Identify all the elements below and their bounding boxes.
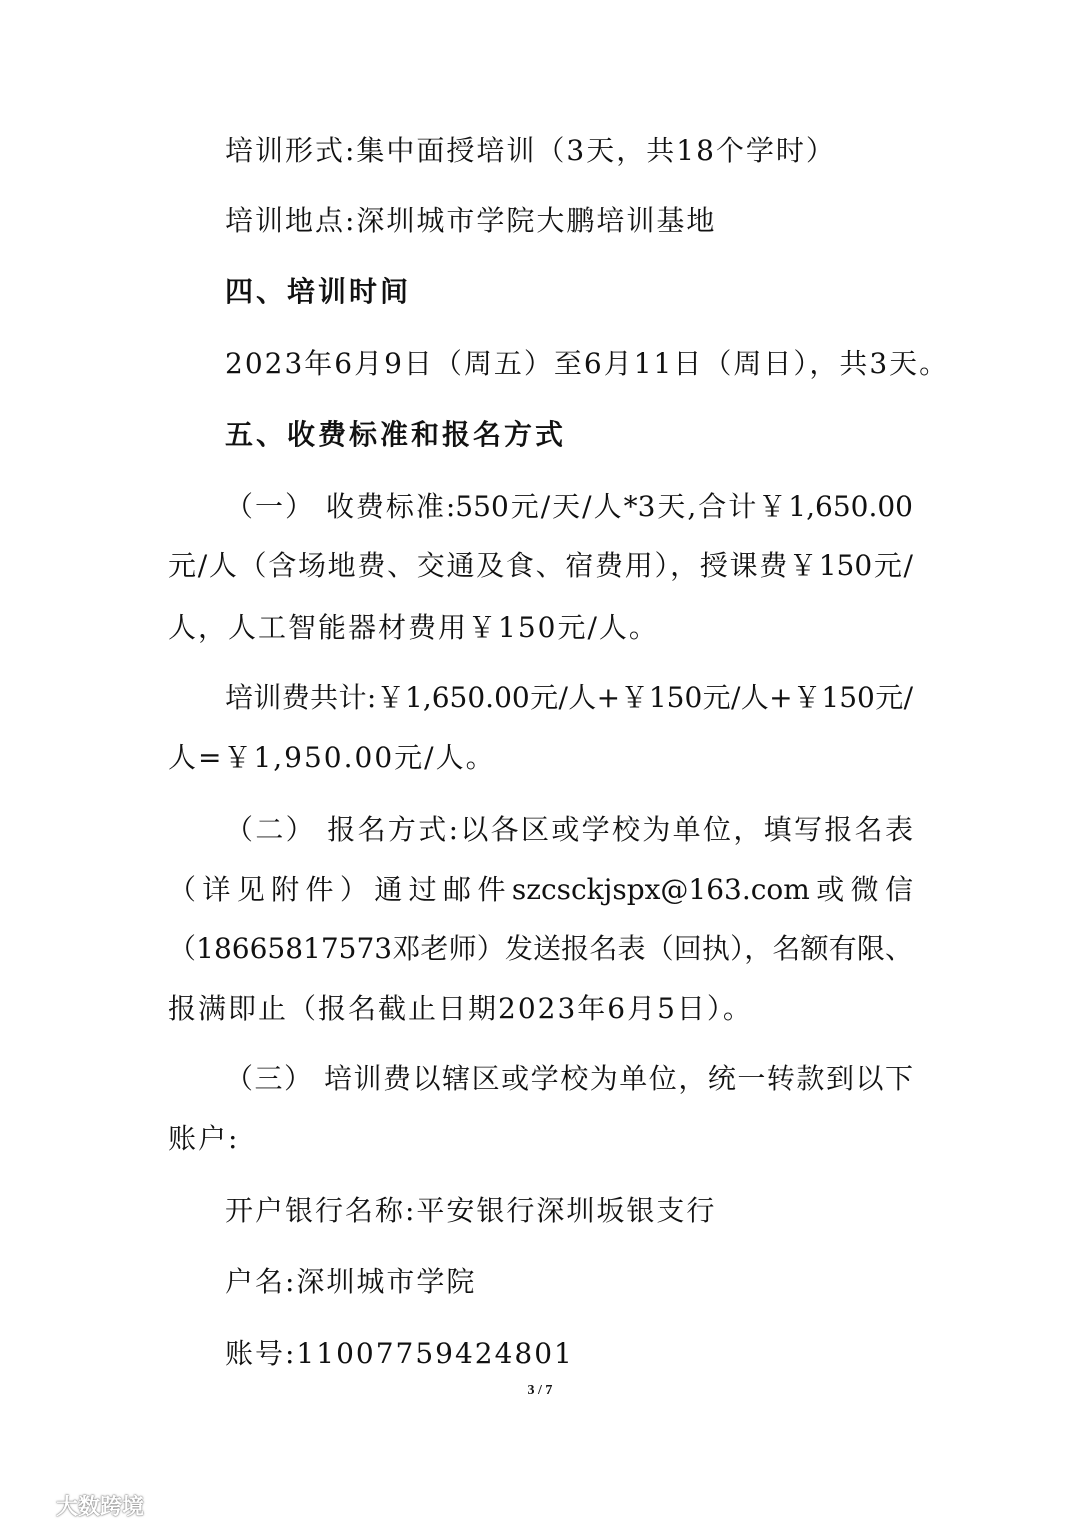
fee-standard-line-2: 元/人（含场地费、交通及食、宿费用），授课费￥150元/ xyxy=(168,549,913,582)
bank-name-line: 开户银行名称:平安银行深圳坂银支行 xyxy=(225,1194,717,1227)
registration-line-1: （二） 报名方式:以各区或学校为单位，填写报名表 xyxy=(225,813,913,846)
watermark-text: 大数跨境 xyxy=(56,1495,145,1520)
training-location-line: 培训地点:深圳城市学院大鹏培训基地 xyxy=(225,204,717,237)
section-heading-training-time: 四、培训时间 xyxy=(225,275,412,308)
registration-line-2: （详见附件）通过邮件szcsckjspx@163.com或微信 xyxy=(168,873,913,906)
section-heading-fees: 五、收费标准和报名方式 xyxy=(225,418,567,451)
training-date-line: 2023年6月9日（周五）至6月11日（周日），共3天。 xyxy=(225,347,950,380)
registration-line-3: （18665817573邓老师）发送报名表（回执），名额有限、 xyxy=(168,932,913,965)
fee-standard-line-3: 人，人工智能器材费用￥150元/人。 xyxy=(168,611,659,644)
training-format-line: 培训形式:集中面授培训（3天，共18个学时） xyxy=(225,134,836,167)
payment-line-2: 账户: xyxy=(168,1122,240,1155)
payment-line-1: （三） 培训费以辖区或学校为单位，统一转款到以下 xyxy=(225,1062,913,1095)
fee-total-line-1: 培训费共计:￥1,650.00元/人+￥150元/人+￥150元/ xyxy=(225,681,913,714)
account-number-line: 账号:11007759424801 xyxy=(225,1337,574,1370)
fee-total-line-2: 人=￥1,950.00元/人。 xyxy=(168,741,496,774)
watermark-logo-icon xyxy=(8,1493,50,1519)
page-number: 3 / 7 xyxy=(527,1383,553,1398)
account-name-line: 户名:深圳城市学院 xyxy=(225,1265,477,1298)
fee-standard-line-1: （一） 收费标准:550元/天/人*3天,合计￥1,650.00 xyxy=(225,490,913,523)
watermark xyxy=(8,1490,144,1521)
registration-line-4: 报满即止（报名截止日期2023年6月5日）。 xyxy=(168,992,753,1025)
